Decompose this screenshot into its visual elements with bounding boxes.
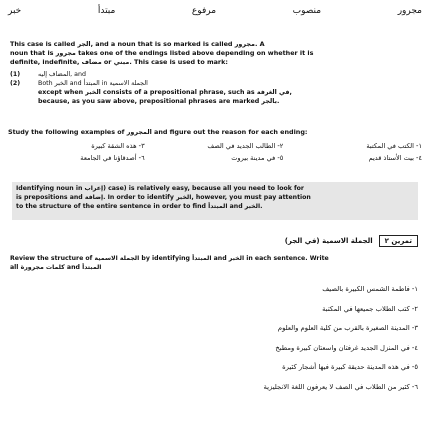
exercise-number-box: تمرين ٢: [379, 235, 418, 247]
usage-points: [10, 70, 420, 106]
note-line: is prepositions and إضافة. In order to identify الخبر, however, you must pay attention: [16, 194, 311, 201]
example-item: ٣- هذه الشقة كبيرة: [91, 142, 145, 150]
exercise-2-instruction: [10, 254, 420, 272]
case-label: مجرور: [397, 6, 422, 16]
example-item: ١- الكتب في المكتبة: [366, 142, 422, 150]
point-number: (2): [10, 80, 21, 87]
case-label: منصوب: [292, 6, 322, 16]
sentence-item: ٢- كتب الطلاب جميعها في المكتبة: [322, 304, 418, 313]
point-number: (1): [10, 71, 21, 78]
point-item: [10, 79, 420, 88]
sentence-item: ٦- كثير من الطلاب في الصف لا يعرفون اللغة الانجليزية: [263, 382, 418, 391]
exercise-instruction: Study the following examples of المجرور and figure out the reason for each ending:: [8, 128, 308, 136]
sentence-item: ٤- في المنزل الجديد غرفتان واسعتان كبيرة ومطبخ: [275, 343, 418, 352]
point-subtext: except when الخبر consists of a prepositional phrase, such as في الغرفة,: [38, 89, 292, 96]
examples-grid: [8, 140, 422, 164]
note-box: [12, 182, 418, 220]
instruction-line: all كلمات مجرورة and المبتدأ: [10, 264, 102, 271]
point-subtext: because, as you saw above, prepositional phrases are marked بالجر.: [38, 98, 280, 105]
case-labels-row: [8, 6, 422, 20]
intro-line: definite, indefinite, مضاف or مبني. This case is used to mark:: [10, 58, 228, 66]
example-item: ٢- الطالب الجديد في الصف: [207, 142, 284, 150]
exercise-title: الجملة الاسمية (في الجر): [284, 237, 373, 245]
case-label: مرفوع: [191, 6, 217, 16]
point-text: المضاف إليه, and: [38, 71, 87, 78]
case-label: مبتدأ: [97, 6, 116, 16]
exercise-2-header: [230, 233, 418, 249]
point-text: Both الخبر and المبتدأ in الجملة الاسمية: [38, 80, 148, 87]
example-item: ٦- أصدقاؤنا في الجامعة: [80, 154, 145, 162]
examples-row: [8, 140, 422, 152]
intro-paragraph: [10, 40, 420, 67]
note-line: to the structure of the entire sentence in order to find المبتدأ and الخبر.: [16, 203, 263, 210]
intro-line: This case is called الجر, and a noun that is so marked is called مجرور. A: [10, 40, 265, 48]
example-item: ٤- بيت الأستاذ قديم: [368, 154, 422, 162]
sentence-item: ٥- في هذه المدينة حديقة كبيرة فيها أشجار كثيرة: [282, 363, 418, 371]
sentence-item: ٣- المدينة الصغيرة بالقرب من كلية العلوم والعلوم: [277, 324, 418, 332]
point-item: [10, 70, 420, 79]
examples-row: [8, 152, 422, 164]
note-line: Identifying noun in إعراب) case) is relatively easy, because all you need to look for: [16, 185, 304, 192]
example-item: ٥- في مدينة بيروت: [231, 154, 284, 162]
case-label: خبر: [8, 6, 22, 16]
exercise-sentences: [178, 280, 418, 397]
instruction-line: Review the structure of الجملة الاسمية by identifying المبتدأ and الخبر in each sentence. Write: [10, 255, 329, 262]
intro-line: noun that is مجرور takes one of the endings listed above depending on whether it is: [10, 49, 314, 57]
sentence-item: ١- فاطمة الشمس الكبيرة بالصيف: [322, 285, 418, 293]
